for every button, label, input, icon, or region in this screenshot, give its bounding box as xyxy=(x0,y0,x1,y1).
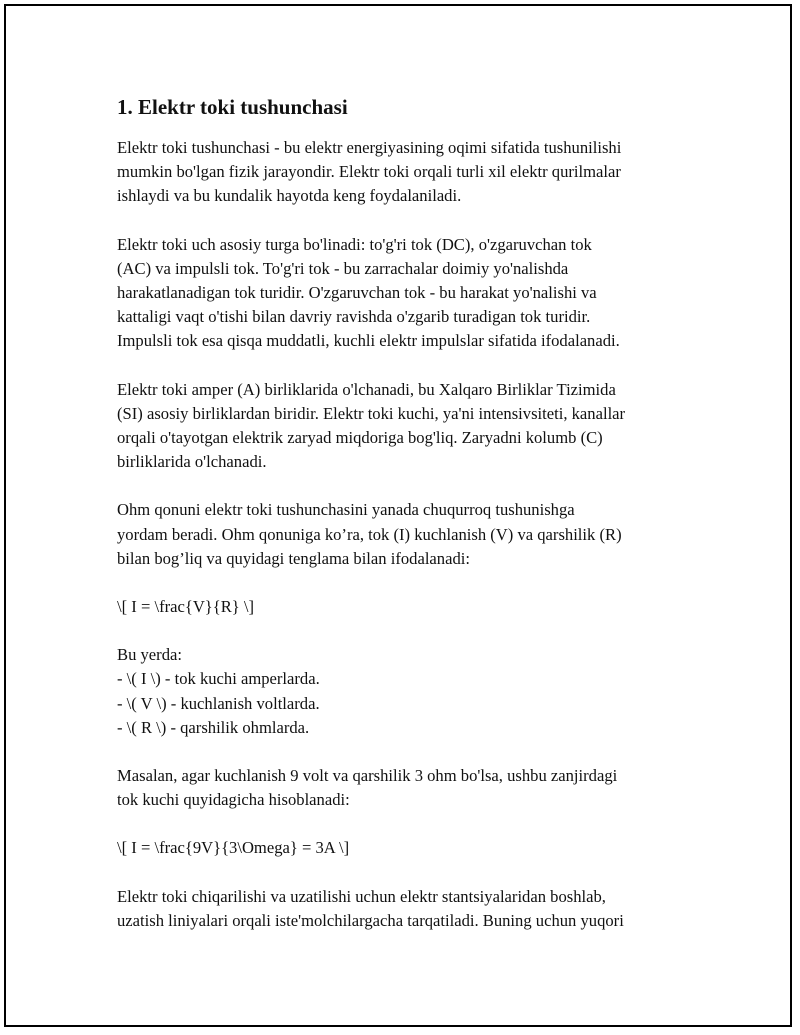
paragraph-ohms-law xyxy=(117,498,687,571)
text-line: Elektr toki tushunchasi - bu elektr energiyasining oqimi sifatida tushunilishi xyxy=(117,138,622,157)
paragraph-units xyxy=(117,378,687,475)
formula-example xyxy=(117,836,687,860)
formula-line: \[ I = \frac{V}{R} \] xyxy=(117,597,255,617)
formula-line: \[ I = \frac{9V}{3\Omega} = 3A \] xyxy=(117,838,350,858)
text-line: (SI) asosiy birliklardan biridir. Elektr toki kuchi, ya'ni intensivsiteti, kanallar xyxy=(117,403,626,423)
text-line: birliklarida o'lchanadi. xyxy=(117,452,267,472)
list-item: - \( V \) - kuchlanish voltlarda. xyxy=(117,693,320,713)
paragraph-transmission xyxy=(117,885,687,933)
text-line: Elektr toki chiqarilishi va uzatilishi uchun elektr stantsiyalaridan boshlab, xyxy=(117,886,606,906)
text-line: uzatish liniyalari orqali iste'molchilargacha tarqatiladi. Buning uchun yuqori xyxy=(117,910,624,930)
paragraph-current-types xyxy=(117,233,687,354)
text-line: Ohm qonuni elektr toki tushunchasini yanada chuqurroq tushunishga xyxy=(117,500,575,520)
text-line: mumkin bo'lgan fizik jarayondir. Elektr toki orqali turli xil elektr qurilmalar xyxy=(117,162,621,182)
text-line: kattaligi vaqt o'tishi bilan davriy ravishda o'zgarib turadigan tok turidir. xyxy=(117,307,591,327)
text-line: Bu yerda: xyxy=(117,645,182,665)
list-item: - \( R \) - qarshilik ohmlarda. xyxy=(117,717,310,737)
paragraph-variables xyxy=(117,643,687,740)
text-line: yordam beradi. Ohm qonuniga ko’ra, tok (I) kuchlanish (V) va qarshilik (R) xyxy=(117,524,622,544)
section-title: 1. Elektr toki tushunchasi xyxy=(117,95,348,119)
text-line: Masalan, agar kuchlanish 9 volt va qarshilik 3 ohm bo'lsa, ushbu zanjirdagi xyxy=(117,766,618,786)
text-line: tok kuchi quyidagicha hisoblanadi: xyxy=(117,790,350,810)
paragraph-example xyxy=(117,764,687,812)
text-line: Impulsli tok esa qisqa muddatli, kuchli elektr impulslar sifatida ifodalanadi. xyxy=(117,331,620,351)
text-line: harakatlanadigan tok turidir. O'zgaruvchan tok - bu harakat yo'nalishi va xyxy=(117,283,597,303)
text-line: Elektr toki uch asosiy turga bo'linadi: to'g'ri tok (DC), o'zgaruvchan tok xyxy=(117,234,592,254)
text-line: ishlaydi va bu kundalik hayotda keng foydalaniladi. xyxy=(117,186,462,206)
document-body xyxy=(117,95,687,957)
text-line: Elektr toki amper (A) birliklarida o'lchanadi, bu Xalqaro Birliklar Tizimida xyxy=(117,379,616,399)
text-line: bilan bog’liq va quyidagi tenglama bilan ifodalanadi: xyxy=(117,548,470,568)
paragraph-definition xyxy=(117,136,687,209)
text-line: orqali o'tayotgan elektrik zaryad miqdoriga bog'liq. Zaryadni kolumb (C) xyxy=(117,428,603,448)
formula-ohms-law xyxy=(117,595,687,619)
list-item: - \( I \) - tok kuchi amperlarda. xyxy=(117,669,320,689)
text-line: (AC) va impulsli tok. To'g'ri tok - bu zarrachalar doimiy yo'nalishda xyxy=(117,258,569,278)
